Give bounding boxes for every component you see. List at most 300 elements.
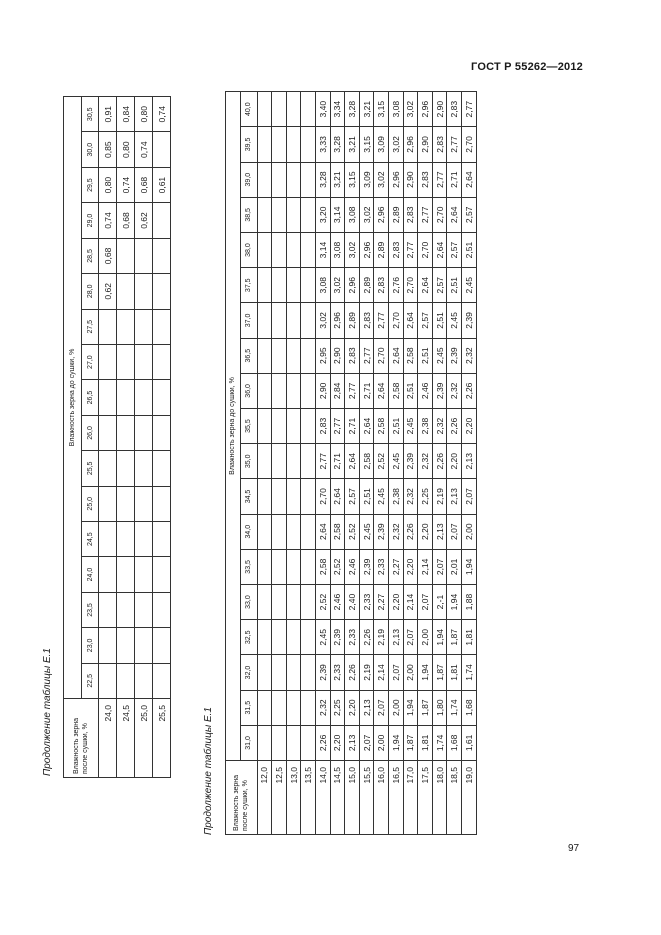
row-label: 12,5	[272, 761, 287, 835]
table-cell: 2,70	[418, 232, 433, 267]
table-cell: 2,27	[374, 584, 389, 619]
table-cell	[272, 373, 287, 408]
table-cell: 2,26	[432, 444, 447, 479]
table-cell	[153, 451, 171, 486]
table-cell	[301, 338, 316, 373]
table-cell: 2,58	[330, 514, 345, 549]
table-cell: 2,-1	[432, 584, 447, 619]
table-cell: 2,00	[374, 725, 389, 760]
table-cell: 3,08	[315, 268, 330, 303]
column-header: 26,5	[82, 380, 99, 415]
table-cell: 2,20	[418, 514, 433, 549]
table-cell: 0,74	[135, 132, 153, 167]
table-cell: 2,39	[432, 373, 447, 408]
table-cell: 2,46	[330, 584, 345, 619]
table-cell: 2,39	[359, 549, 374, 584]
table-cell	[301, 127, 316, 162]
table-cell: 2,14	[374, 655, 389, 690]
table-cell	[99, 344, 117, 379]
table-cell: 2,64	[432, 232, 447, 267]
table-cell: 2,96	[388, 162, 403, 197]
table-row	[330, 92, 345, 835]
table-cell: 2,32	[461, 338, 476, 373]
table-cell: 2,70	[315, 479, 330, 514]
table1	[63, 96, 171, 778]
table-cell: 2,77	[359, 338, 374, 373]
table-cell: 2,71	[359, 373, 374, 408]
table-cell: 0,68	[99, 238, 117, 273]
table-cell: 2,26	[461, 373, 476, 408]
table-cell	[117, 238, 135, 273]
column-header: 37,5	[240, 268, 257, 303]
table-cell	[286, 373, 301, 408]
table-cell	[286, 408, 301, 443]
table-row	[99, 97, 117, 778]
table-cell	[257, 725, 272, 760]
table-cell: 0,61	[153, 167, 171, 202]
table-row	[257, 92, 272, 835]
table-cell	[286, 303, 301, 338]
table-cell: 3,21	[330, 162, 345, 197]
table-cell: 3,08	[330, 232, 345, 267]
table-cell	[301, 408, 316, 443]
table-cell: 2,20	[345, 690, 360, 725]
table-cell: 2,90	[330, 338, 345, 373]
table-cell: 2,39	[447, 338, 462, 373]
table-cell: 2,96	[374, 197, 389, 232]
table-cell	[99, 592, 117, 627]
column-header: 34,0	[240, 514, 257, 549]
table-cell	[301, 232, 316, 267]
table-cell: 2,00	[388, 690, 403, 725]
table-cell	[272, 725, 287, 760]
table-cell	[257, 514, 272, 549]
column-header: 33,0	[240, 584, 257, 619]
table-cell: 2,51	[418, 338, 433, 373]
table-cell: 0,80	[99, 167, 117, 202]
table-cell: 2,57	[418, 303, 433, 338]
row-label: 25,0	[135, 699, 153, 778]
table-cell: 2,70	[388, 303, 403, 338]
table-cell	[117, 309, 135, 344]
table-cell	[301, 479, 316, 514]
table-cell	[117, 628, 135, 663]
column-header: 40,0	[240, 92, 257, 127]
table-cell: 2,39	[374, 514, 389, 549]
table-cell: 2,20	[388, 584, 403, 619]
row-label: 14,5	[330, 761, 345, 835]
table-cell: 3,15	[345, 162, 360, 197]
table-cell: 3,28	[315, 162, 330, 197]
table-cell: 2,83	[418, 162, 433, 197]
table-cell: 2,20	[461, 408, 476, 443]
table-cell: 2,07	[432, 549, 447, 584]
table-cell: 2,07	[418, 584, 433, 619]
table-cell: 2,26	[315, 725, 330, 760]
table-cell: 3,28	[330, 127, 345, 162]
row-label: 15,0	[345, 761, 360, 835]
column-header: 39,0	[240, 162, 257, 197]
table-cell: 2,52	[330, 549, 345, 584]
table-cell	[257, 92, 272, 127]
table-cell: 2,51	[359, 479, 374, 514]
table-cell: 1,94	[418, 655, 433, 690]
column-header: 25,5	[82, 451, 99, 486]
table-cell: 2,13	[388, 620, 403, 655]
table-cell: 2,52	[374, 444, 389, 479]
table-cell: 3,15	[359, 127, 374, 162]
column-header: 35,5	[240, 408, 257, 443]
table-cell: 3,14	[315, 232, 330, 267]
table-cell: 2,58	[374, 408, 389, 443]
table-cell: 2,57	[432, 268, 447, 303]
table-cell: 2,25	[418, 479, 433, 514]
table-cell: 1,80	[432, 690, 447, 725]
table-cell: 2,77	[432, 162, 447, 197]
table-cell: 2,32	[403, 479, 418, 514]
table-cell	[257, 338, 272, 373]
table-cell: 2,96	[418, 92, 433, 127]
column-header: 24,0	[82, 557, 99, 592]
column-header: 32,0	[240, 655, 257, 690]
table-cell	[272, 197, 287, 232]
table-cell	[99, 415, 117, 450]
table-cell: 2,64	[330, 479, 345, 514]
table-cell: 2,25	[330, 690, 345, 725]
table-cell: 2,96	[359, 232, 374, 267]
table-row	[432, 92, 447, 835]
table-cell	[286, 725, 301, 760]
column-header: 36,5	[240, 338, 257, 373]
table-cell: 1,74	[432, 725, 447, 760]
table-cell	[117, 592, 135, 627]
column-header: 27,0	[82, 344, 99, 379]
table-cell: 1,68	[447, 725, 462, 760]
table-row	[388, 92, 403, 835]
table-cell: 2,33	[374, 549, 389, 584]
table-cell: 2,45	[432, 338, 447, 373]
table-cell	[286, 444, 301, 479]
table-cell: 2,77	[330, 408, 345, 443]
table-cell: 2,89	[374, 232, 389, 267]
table-cell: 1,81	[461, 620, 476, 655]
table-cell: 2,20	[447, 444, 462, 479]
table-cell	[286, 690, 301, 725]
table-cell	[286, 92, 301, 127]
table-cell: 2,89	[359, 268, 374, 303]
table-cell: 2,77	[447, 127, 462, 162]
table-cell: 3,02	[359, 197, 374, 232]
table-cell: 2,64	[447, 197, 462, 232]
table-cell: 3,02	[330, 268, 345, 303]
table-cell	[286, 268, 301, 303]
table-cell: 2,96	[403, 127, 418, 162]
table-cell: 0,91	[99, 97, 117, 133]
table-cell: 2,40	[345, 584, 360, 619]
table2-corner-header: Влажность зерна после сушки, %	[226, 761, 258, 835]
table-cell: 2,45	[374, 479, 389, 514]
row-label: 15,5	[359, 761, 374, 835]
table-cell	[257, 268, 272, 303]
table-cell	[272, 479, 287, 514]
table-cell	[117, 274, 135, 309]
table-cell: 1,94	[461, 549, 476, 584]
table-cell	[153, 238, 171, 273]
table-cell	[286, 127, 301, 162]
table-cell: 2,58	[403, 338, 418, 373]
table-cell: 2,89	[388, 197, 403, 232]
table-cell: 1,87	[403, 725, 418, 760]
column-header: 29,5	[82, 167, 99, 202]
table1-corner-header: Влажность зерна после сушки, %	[64, 699, 99, 778]
table-cell: 0,80	[117, 132, 135, 167]
table-cell	[301, 162, 316, 197]
table-cell: 3,20	[315, 197, 330, 232]
table-cell: 2,70	[403, 268, 418, 303]
table-cell: 2,07	[388, 655, 403, 690]
table-cell: 2,96	[345, 268, 360, 303]
table-cell: 2,64	[359, 408, 374, 443]
table-cell	[135, 344, 153, 379]
table-cell: 3,21	[345, 127, 360, 162]
table-cell: 2,13	[359, 690, 374, 725]
table-cell	[257, 479, 272, 514]
table-cell: 1,81	[418, 725, 433, 760]
table-cell	[257, 408, 272, 443]
table1-rotator	[63, 96, 171, 778]
table-cell: 2,64	[388, 338, 403, 373]
column-header: 28,0	[82, 274, 99, 309]
table-row	[359, 92, 374, 835]
table-cell: 2,70	[432, 197, 447, 232]
table-cell: 2,19	[374, 620, 389, 655]
table-cell: 2,52	[345, 514, 360, 549]
table-cell: 2,14	[403, 584, 418, 619]
column-header: 31,5	[240, 690, 257, 725]
table-cell: 2,64	[403, 303, 418, 338]
table-cell	[272, 444, 287, 479]
row-label: 18,5	[447, 761, 462, 835]
table-cell	[153, 628, 171, 663]
table-cell: 2,33	[330, 655, 345, 690]
table-cell: 2,51	[447, 268, 462, 303]
table-cell	[301, 197, 316, 232]
table-cell: 1,74	[447, 690, 462, 725]
row-label: 13,5	[301, 761, 316, 835]
table-cell	[117, 663, 135, 698]
table-cell	[99, 451, 117, 486]
table-row	[153, 97, 171, 778]
row-label: 16,5	[388, 761, 403, 835]
table-cell: 2,07	[461, 479, 476, 514]
table-cell: 2,84	[330, 373, 345, 408]
table-cell	[257, 690, 272, 725]
table-cell: 2,77	[315, 444, 330, 479]
table-cell: 2,64	[461, 162, 476, 197]
table-cell: 2,90	[403, 162, 418, 197]
row-label: 24,5	[117, 699, 135, 778]
table-cell	[301, 584, 316, 619]
table-cell: 2,19	[432, 479, 447, 514]
table-cell: 0,62	[135, 203, 153, 238]
table-cell	[99, 486, 117, 521]
table-cell	[117, 380, 135, 415]
table-cell	[153, 132, 171, 167]
table-cell	[272, 232, 287, 267]
table-cell	[286, 162, 301, 197]
table-cell: 3,09	[359, 162, 374, 197]
table-cell: 0,74	[153, 97, 171, 133]
table-cell: 2,38	[388, 479, 403, 514]
table-cell	[135, 486, 153, 521]
table-cell: 2,07	[374, 690, 389, 725]
table-cell: 2,64	[345, 444, 360, 479]
table-cell: 2,83	[403, 197, 418, 232]
table-cell: 2,27	[388, 549, 403, 584]
table-cell: 2,45	[359, 514, 374, 549]
table-cell	[117, 486, 135, 521]
table-cell: 2,83	[374, 268, 389, 303]
table-cell	[272, 162, 287, 197]
table-cell	[286, 197, 301, 232]
table-cell: 2,20	[330, 725, 345, 760]
table-cell: 0,74	[99, 203, 117, 238]
table-cell: 0,62	[99, 274, 117, 309]
table-row	[272, 92, 287, 835]
table-cell: 2,45	[461, 268, 476, 303]
table-cell	[117, 557, 135, 592]
table-cell: 2,52	[315, 584, 330, 619]
table-cell: 2,90	[315, 373, 330, 408]
table-cell: 2,32	[432, 408, 447, 443]
column-header: 26,0	[82, 415, 99, 450]
table-cell	[153, 557, 171, 592]
table-cell: 3,02	[315, 303, 330, 338]
table-cell	[153, 486, 171, 521]
table-cell	[153, 203, 171, 238]
table-cell	[153, 415, 171, 450]
page-number: 97	[568, 843, 580, 854]
table-cell: 2,45	[447, 303, 462, 338]
table-cell: 2,58	[315, 549, 330, 584]
table-cell	[301, 690, 316, 725]
table-cell: 2,83	[432, 127, 447, 162]
table-cell	[135, 628, 153, 663]
table-cell	[99, 521, 117, 556]
table-cell: 2,51	[388, 408, 403, 443]
column-header: 27,5	[82, 309, 99, 344]
row-label: 17,5	[418, 761, 433, 835]
table-cell	[257, 232, 272, 267]
table-cell: 2,58	[359, 444, 374, 479]
table-cell	[301, 373, 316, 408]
table-cell: 2,45	[388, 444, 403, 479]
table-cell	[286, 620, 301, 655]
table-cell: 2,77	[403, 232, 418, 267]
table-cell	[257, 373, 272, 408]
row-label: 14,0	[315, 761, 330, 835]
table-cell: 2,77	[374, 303, 389, 338]
table-cell	[286, 549, 301, 584]
table-cell	[301, 268, 316, 303]
column-header: 35,0	[240, 444, 257, 479]
table-cell: 2,46	[418, 373, 433, 408]
table-cell: 2,96	[330, 303, 345, 338]
table-cell: 1,87	[447, 620, 462, 655]
table-cell	[272, 303, 287, 338]
column-header: 38,5	[240, 197, 257, 232]
column-header: 29,0	[82, 203, 99, 238]
table-cell: 1,87	[432, 655, 447, 690]
table-cell	[257, 620, 272, 655]
table-cell: 2,57	[345, 479, 360, 514]
table-cell	[153, 521, 171, 556]
table-cell	[135, 309, 153, 344]
table-cell: 3,40	[315, 92, 330, 127]
table-row	[301, 92, 316, 835]
table-cell	[99, 309, 117, 344]
table-row	[315, 92, 330, 835]
table-cell: 0,84	[117, 97, 135, 133]
table-cell: 2,51	[403, 373, 418, 408]
table-cell: 1,94	[447, 584, 462, 619]
table-cell: 2,19	[359, 655, 374, 690]
table-cell	[99, 663, 117, 698]
row-label: 16,0	[374, 761, 389, 835]
table-cell: 3,02	[374, 162, 389, 197]
table-cell: 2,32	[315, 690, 330, 725]
table-cell: 3,09	[374, 127, 389, 162]
table-cell: 2,26	[359, 620, 374, 655]
table-cell: 2,77	[461, 92, 476, 127]
table-cell: 2,38	[418, 408, 433, 443]
column-header: 28,5	[82, 238, 99, 273]
table-cell	[272, 408, 287, 443]
table-cell	[135, 451, 153, 486]
table-cell: 2,77	[418, 197, 433, 232]
table-cell	[257, 303, 272, 338]
table2-rotator	[225, 91, 477, 835]
column-header: 37,0	[240, 303, 257, 338]
table-cell: 0,74	[117, 167, 135, 202]
table-cell: 2,26	[447, 408, 462, 443]
table-cell	[135, 592, 153, 627]
table-cell: 2,39	[461, 303, 476, 338]
table-cell: 2,39	[403, 444, 418, 479]
table-cell	[301, 92, 316, 127]
table-cell: 2,26	[345, 655, 360, 690]
column-header: 25,0	[82, 486, 99, 521]
table-cell	[286, 232, 301, 267]
table-cell	[301, 303, 316, 338]
standard-header: ГОСТ Р 55262—2012	[471, 61, 583, 73]
table-cell	[301, 514, 316, 549]
table-cell: 1,94	[388, 725, 403, 760]
table-cell: 1,81	[447, 655, 462, 690]
column-header: 30,0	[82, 132, 99, 167]
column-header: 22,5	[82, 663, 99, 698]
table-cell	[257, 655, 272, 690]
column-header: 23,0	[82, 628, 99, 663]
table-cell	[272, 127, 287, 162]
table-cell: 2,58	[388, 373, 403, 408]
table-cell: 2,07	[447, 514, 462, 549]
row-label: 12,0	[257, 761, 272, 835]
table-cell	[301, 444, 316, 479]
table-cell	[272, 549, 287, 584]
column-header: 36,0	[240, 373, 257, 408]
table-cell: 2,64	[418, 268, 433, 303]
